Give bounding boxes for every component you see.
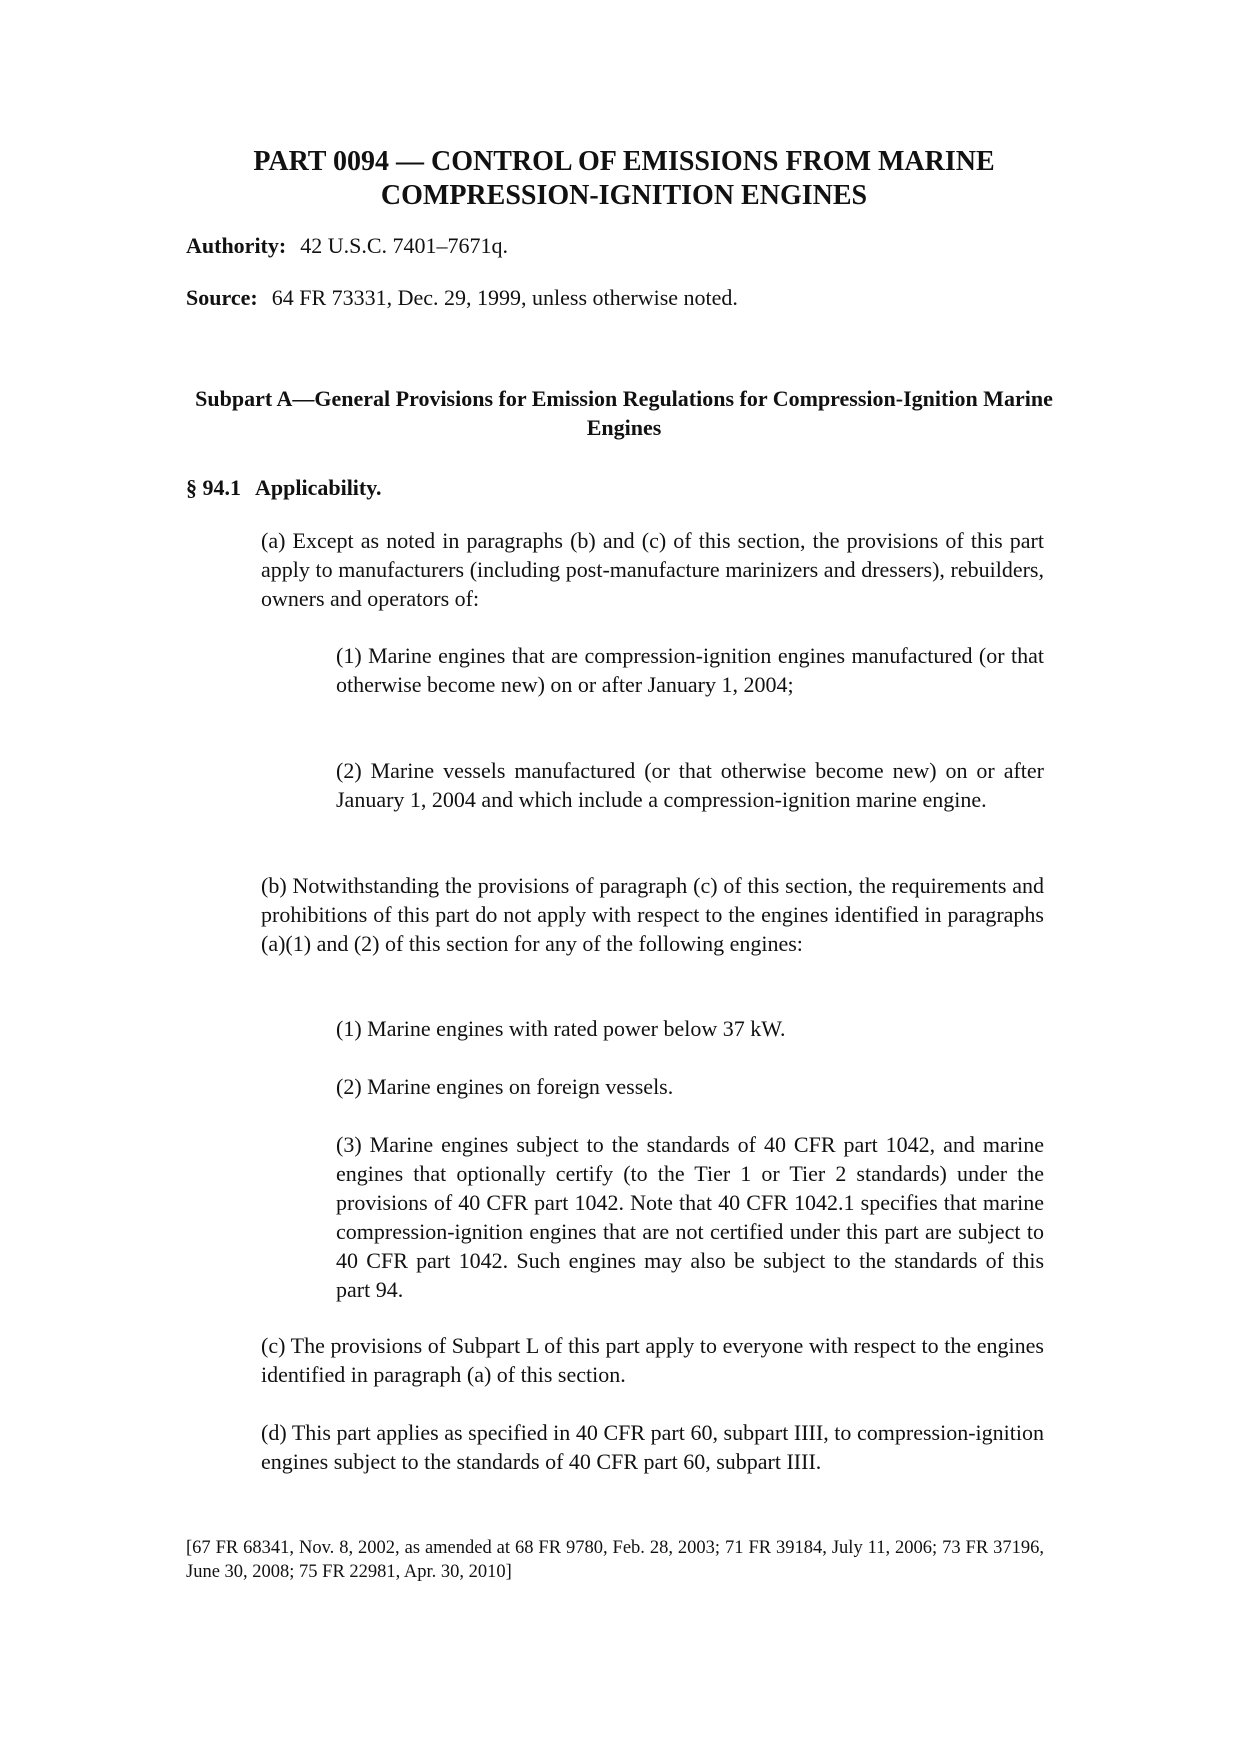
- paragraph-a1: (1) Marine engines that are compression-ignition engines manufactured (or that otherwise become new) on or after January 1, 2004;: [336, 643, 1044, 697]
- source-line: [186, 284, 738, 312]
- authority-label: Authority:: [186, 233, 287, 258]
- section-heading: [186, 474, 382, 502]
- source-label: Source:: [186, 285, 258, 310]
- paragraph-b3: (3) Marine engines subject to the standards of 40 CFR part 1042, and marine engines that optionally certify (to the Tier 1 or Tier 2 standards) under the provisions of 40 CFR part 1042. Note that 40 CFR 1042.1 specifies that marine compression-ignition engines that are not certified under this part are subject to 40 CFR part 1042. Such engines may also be subject to the standards of this part 94.: [336, 1132, 1044, 1302]
- paragraph-a: (a) Except as noted in paragraphs (b) and (c) of this section, the provisions of this part apply to manufacturers (including post-manufacture marinizers and dressers), rebuilders, owners and operators of:: [261, 528, 1044, 611]
- section-number: § 94.1: [186, 475, 241, 500]
- paragraph-d: (d) This part applies as specified in 40 CFR part 60, subpart IIII, to compression-ignition engines subject to the standards of 40 CFR part 60, subpart IIII.: [261, 1420, 1044, 1474]
- amendment-citation: [67 FR 68341, Nov. 8, 2002, as amended at 68 FR 9780, Feb. 28, 2003; 71 FR 39184, July 11, 2006; 73 FR 37196, June 30, 2008; 75 FR 22981, Apr. 30, 2010]: [186, 1538, 1044, 1582]
- paragraph-b1: (1) Marine engines with rated power below 37 kW.: [336, 1016, 786, 1041]
- paragraph-b2: (2) Marine engines on foreign vessels.: [336, 1074, 674, 1099]
- authority-line: [186, 232, 508, 260]
- source-text: 64 FR 73331, Dec. 29, 1999, unless otherwise noted.: [271, 285, 738, 310]
- paragraph-c: (c) The provisions of Subpart L of this part apply to everyone with respect to the engines identified in paragraph (a) of this section.: [261, 1333, 1044, 1387]
- section-title: Applicability.: [255, 475, 382, 500]
- subpart-heading: Subpart A—General Provisions for Emission Regulations for Compression-Ignition Marine Engines: [195, 386, 1053, 440]
- paragraph-b: (b) Notwithstanding the provisions of paragraph (c) of this section, the requirements and prohibitions of this part do not apply with respect to the engines identified in paragraphs (a)(1) and (2) of this section for any of the following engines:: [261, 873, 1044, 956]
- page-title: PART 0094 — CONTROL OF EMISSIONS FROM MARINE COMPRESSION-IGNITION ENGINES: [253, 146, 995, 211]
- authority-text: 42 U.S.C. 7401–7671q.: [300, 233, 509, 258]
- paragraph-a2: (2) Marine vessels manufactured (or that otherwise become new) on or after January 1, 2004 and which include a compression-ignition marine engine.: [336, 758, 1044, 812]
